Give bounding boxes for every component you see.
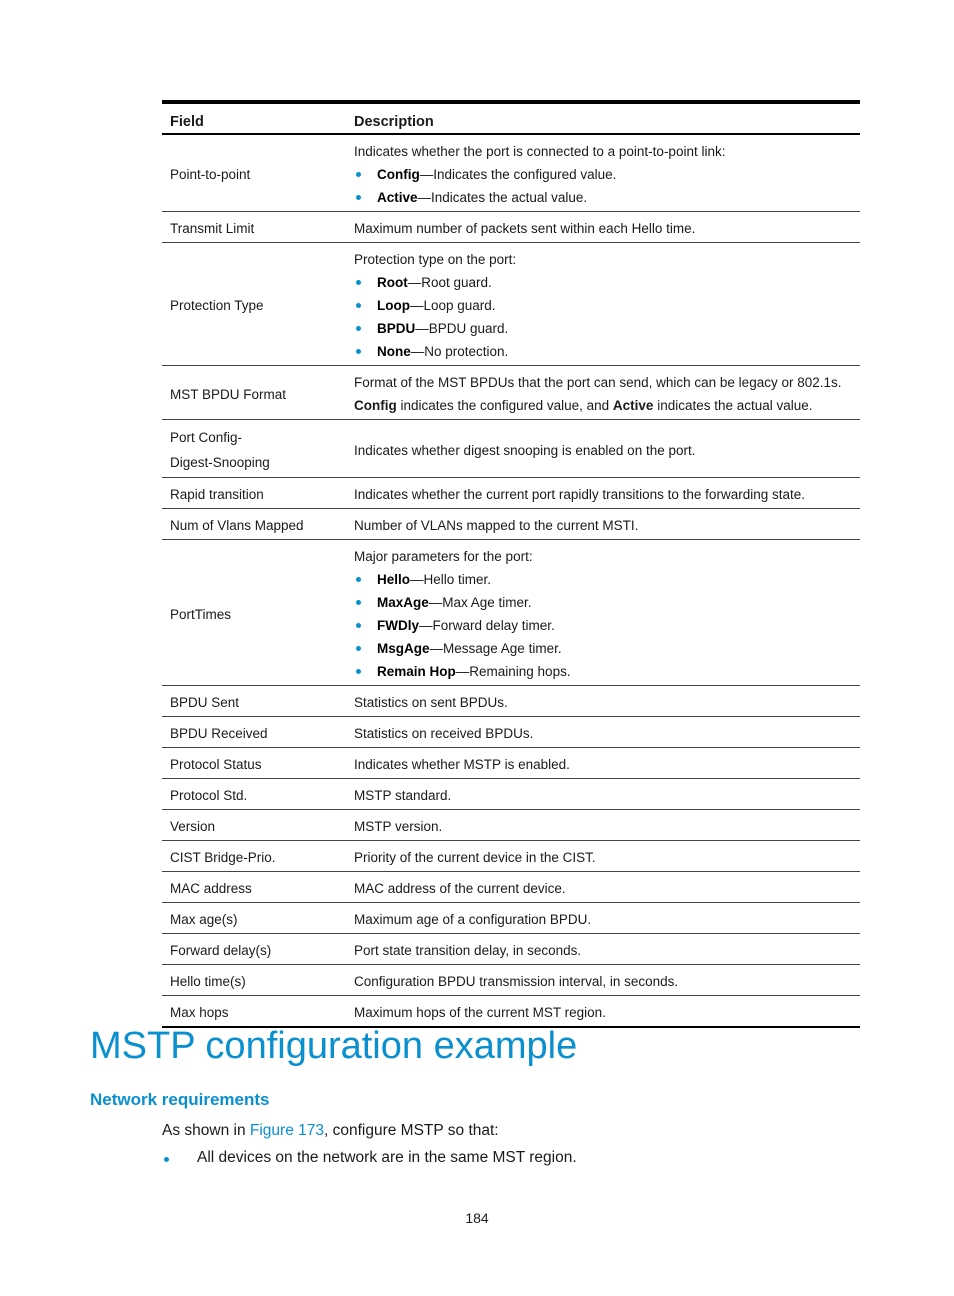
field-name: Protection Type bbox=[170, 298, 264, 313]
description-cell bbox=[346, 872, 860, 903]
description-text: Format of the MST BPDUs that the port can send, which can be legacy or 802.1s. bbox=[354, 375, 842, 390]
field-name: Version bbox=[170, 819, 216, 834]
bullet-term: MsgAge bbox=[377, 641, 430, 656]
description-cell bbox=[346, 748, 860, 779]
description-text: Configuration BPDU transmission interval, in seconds. bbox=[354, 974, 679, 989]
table-row bbox=[162, 134, 860, 212]
table-row bbox=[162, 748, 860, 779]
bullet-term: Root bbox=[377, 275, 408, 290]
description-cell bbox=[346, 212, 860, 243]
bullet-text: —Remaining hops. bbox=[455, 664, 571, 679]
bullet-item bbox=[354, 186, 852, 209]
bullet-term: Loop bbox=[377, 298, 410, 313]
table-header-row bbox=[162, 102, 860, 134]
description-cell bbox=[346, 810, 860, 841]
bullet-term: BPDU bbox=[377, 321, 416, 336]
bullet-term: MaxAge bbox=[377, 595, 429, 610]
table-row bbox=[162, 243, 860, 366]
bold-term: Config bbox=[354, 398, 397, 413]
bullet-text: —Root guard. bbox=[407, 275, 492, 290]
bullet-item bbox=[354, 340, 852, 363]
subsection-title: Network requirements bbox=[90, 1090, 270, 1109]
description-bullet-list bbox=[354, 271, 852, 363]
bullet-item bbox=[354, 271, 852, 294]
field-cell bbox=[162, 540, 346, 686]
description-cell bbox=[346, 509, 860, 540]
field-name: Port Config- bbox=[170, 430, 243, 445]
description-text: Major parameters for the port: bbox=[354, 549, 533, 564]
description-cell bbox=[346, 134, 860, 212]
field-name: Rapid transition bbox=[170, 487, 264, 502]
field-name: Protocol Status bbox=[170, 757, 262, 772]
description-cell bbox=[346, 243, 860, 366]
description-text: Priority of the current device in the CIST. bbox=[354, 850, 596, 865]
description-cell bbox=[346, 903, 860, 934]
bullet-item bbox=[354, 591, 852, 614]
bullet-item bbox=[354, 163, 852, 186]
header-description: Description bbox=[346, 102, 860, 134]
description-cell bbox=[346, 934, 860, 965]
description-fragment: indicates the actual value. bbox=[653, 398, 813, 413]
field-cell bbox=[162, 872, 346, 903]
field-name: Max age(s) bbox=[170, 912, 238, 927]
description-text: Indicates whether the current port rapidly transitions to the forwarding state. bbox=[354, 487, 805, 502]
field-cell bbox=[162, 509, 346, 540]
bullet-text: —Max Age timer. bbox=[428, 595, 532, 610]
bullet-text: —Hello timer. bbox=[410, 572, 492, 587]
bullet-text: —Forward delay timer. bbox=[419, 618, 555, 633]
description-text: MAC address of the current device. bbox=[354, 881, 566, 896]
field-name: Transmit Limit bbox=[170, 221, 255, 236]
field-cell bbox=[162, 212, 346, 243]
bullet-item bbox=[354, 317, 852, 340]
field-name: BPDU Sent bbox=[170, 695, 240, 710]
field-name: BPDU Received bbox=[170, 726, 268, 741]
field-name: Digest-Snooping bbox=[170, 455, 270, 470]
field-name: Hello time(s) bbox=[170, 974, 246, 989]
bullet-text: —BPDU guard. bbox=[415, 321, 509, 336]
description-text: MSTP version. bbox=[354, 819, 443, 834]
description-bullet-list bbox=[354, 568, 852, 683]
description-text: Maximum number of packets sent within each Hello time. bbox=[354, 221, 696, 236]
bullet-item bbox=[354, 294, 852, 317]
table-row bbox=[162, 934, 860, 965]
bullet-item bbox=[354, 614, 852, 637]
table-row bbox=[162, 965, 860, 996]
field-cell bbox=[162, 965, 346, 996]
description-text: MSTP standard. bbox=[354, 788, 452, 803]
field-cell bbox=[162, 478, 346, 509]
table-row bbox=[162, 212, 860, 243]
field-cell bbox=[162, 841, 346, 872]
field-name: MST BPDU Format bbox=[170, 386, 287, 402]
figure-link[interactable]: Figure 173 bbox=[249, 1122, 324, 1139]
field-name: Num of Vlans Mapped bbox=[170, 518, 304, 533]
description-cell bbox=[346, 717, 860, 748]
field-cell bbox=[162, 810, 346, 841]
description-cell bbox=[346, 366, 860, 420]
description-text: Statistics on received BPDUs. bbox=[354, 726, 534, 741]
description-continuation bbox=[354, 394, 852, 417]
table-row bbox=[162, 841, 860, 872]
table-row bbox=[162, 810, 860, 841]
description-bullet-list bbox=[354, 163, 852, 209]
bullet-item bbox=[354, 637, 852, 660]
description-text: Indicates whether digest snooping is enabled on the port. bbox=[354, 442, 696, 458]
table-row bbox=[162, 478, 860, 509]
requirement-item: All devices on the network are in the same MST region. bbox=[162, 1147, 577, 1169]
field-cell bbox=[162, 779, 346, 810]
description-text: Indicates whether the port is connected to a point-to-point link: bbox=[354, 144, 726, 159]
field-name: CIST Bridge-Prio. bbox=[170, 850, 276, 865]
table-row bbox=[162, 779, 860, 810]
description-text: Number of VLANs mapped to the current MSTI. bbox=[354, 518, 639, 533]
description-text: Maximum hops of the current MST region. bbox=[354, 1005, 606, 1020]
description-text: Protection type on the port: bbox=[354, 252, 517, 267]
intro-paragraph bbox=[162, 1120, 499, 1142]
bullet-item bbox=[354, 568, 852, 591]
page-number: 184 bbox=[465, 1210, 489, 1226]
description-cell bbox=[346, 779, 860, 810]
description-cell bbox=[346, 841, 860, 872]
section-title: MSTP configuration example bbox=[90, 1025, 578, 1067]
description-text: Statistics on sent BPDUs. bbox=[354, 695, 508, 710]
field-cell bbox=[162, 420, 346, 478]
description-cell bbox=[346, 420, 860, 478]
description-text: Port state transition delay, in seconds. bbox=[354, 943, 582, 958]
bullet-term: Active bbox=[377, 190, 418, 205]
table-row bbox=[162, 872, 860, 903]
header-field: Field bbox=[162, 102, 346, 134]
description-cell bbox=[346, 478, 860, 509]
field-cell bbox=[162, 748, 346, 779]
field-name: Protocol Std. bbox=[170, 788, 248, 803]
bullet-text: —No protection. bbox=[410, 344, 509, 359]
field-name: PortTimes bbox=[170, 606, 232, 622]
bullet-text: —Indicates the actual value. bbox=[417, 190, 588, 205]
bullet-text: —Indicates the configured value. bbox=[419, 167, 617, 182]
field-name: MAC address bbox=[170, 881, 252, 896]
bullet-term: FWDly bbox=[377, 618, 419, 633]
field-cell bbox=[162, 686, 346, 717]
table-row bbox=[162, 509, 860, 540]
table-row bbox=[162, 366, 860, 420]
description-text: Maximum age of a configuration BPDU. bbox=[354, 912, 592, 927]
description-fragment: indicates the configured value, and bbox=[396, 398, 613, 413]
table-body bbox=[162, 134, 860, 1027]
field-name: Point-to-point bbox=[170, 167, 251, 182]
bold-term: Active bbox=[612, 398, 654, 413]
table-row bbox=[162, 717, 860, 748]
bullet-text: —Message Age timer. bbox=[429, 641, 562, 656]
field-cell bbox=[162, 903, 346, 934]
field-cell bbox=[162, 243, 346, 366]
requirements-list bbox=[162, 1147, 577, 1169]
field-cell bbox=[162, 717, 346, 748]
intro-text-after: , configure MSTP so that: bbox=[324, 1122, 499, 1139]
intro-text-before: As shown in bbox=[162, 1122, 250, 1139]
description-text: Indicates whether MSTP is enabled. bbox=[354, 757, 570, 772]
field-name: Max hops bbox=[170, 1005, 229, 1020]
table-row bbox=[162, 903, 860, 934]
bullet-term: Hello bbox=[377, 572, 411, 587]
bullet-item bbox=[354, 660, 852, 683]
bullet-term: Config bbox=[377, 167, 420, 182]
table-row bbox=[162, 540, 860, 686]
bullet-text: —Loop guard. bbox=[410, 298, 496, 313]
field-cell bbox=[162, 366, 346, 420]
bullet-term: None bbox=[377, 344, 411, 359]
table-row bbox=[162, 420, 860, 478]
bullet-term: Remain Hop bbox=[377, 664, 456, 679]
field-cell bbox=[162, 134, 346, 212]
field-cell bbox=[162, 934, 346, 965]
description-cell bbox=[346, 540, 860, 686]
description-cell bbox=[346, 965, 860, 996]
field-description-table bbox=[162, 100, 860, 1028]
table-row bbox=[162, 686, 860, 717]
description-cell bbox=[346, 686, 860, 717]
field-name: Forward delay(s) bbox=[170, 943, 272, 958]
